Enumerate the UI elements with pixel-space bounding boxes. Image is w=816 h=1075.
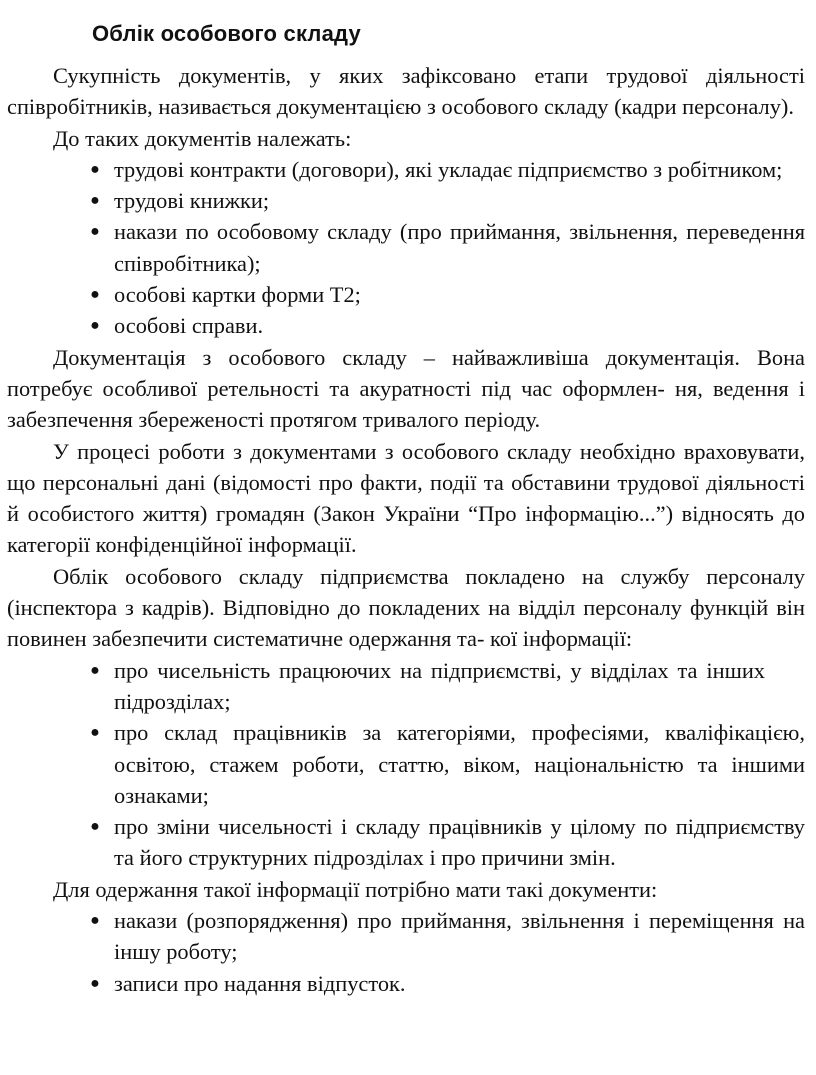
bullet-icon: ● bbox=[90, 818, 100, 836]
list-item-text: трудові книжки; bbox=[114, 188, 270, 214]
list-item bbox=[7, 310, 805, 341]
list-item bbox=[7, 905, 805, 968]
paragraph-confidentiality: У процесі роботи з документами з особового складу необхідно враховувати, що персональні дані (відомості про факти, події та обставини трудової діяльності й особистого життя) громадян (Закон України “Про інформацію...”) відносять до категорії конфіденційної інформації. bbox=[7, 438, 805, 558]
list-item bbox=[7, 655, 805, 718]
list-item-text: записи про надання відпусток. bbox=[114, 970, 406, 996]
bullet-icon: ● bbox=[90, 661, 100, 679]
bullet-icon: ● bbox=[90, 912, 100, 930]
bullet-icon: ● bbox=[90, 317, 100, 335]
list-personnel-documents bbox=[7, 154, 805, 342]
list-item-text: особові справи. bbox=[114, 313, 264, 339]
paragraph-documents-intro: До таких документів належать: bbox=[53, 125, 352, 151]
list-item-text: накази по особовому складу (про приймання, звільнення, переведення співробітника); bbox=[114, 219, 805, 276]
document-body bbox=[7, 60, 805, 999]
paragraph-hr-service: Облік особового складу підприємства покладено на службу персоналу (інспектора з кадрів). Відповідно до покладених на відділ персоналу функцій він повинен забезпечити систематичне одержання та- кої інформації: bbox=[7, 563, 805, 652]
list-information-types bbox=[7, 655, 805, 718]
list-item-text: трудові контракти (договори), які укладає підприємство з робітником; bbox=[114, 156, 783, 182]
list-item bbox=[7, 968, 805, 999]
paragraph-definition: Сукупність документів, у яких зафіксовано етапи трудової діяльності співробітників, називається документацією з особового складу (кадри персоналу). bbox=[7, 63, 805, 120]
list-item-text: накази (розпорядження) про приймання, звільнення і переміщення на іншу роботу; bbox=[114, 908, 805, 965]
list-item-text: особові картки форми Т2; bbox=[114, 282, 361, 308]
list-item bbox=[7, 717, 805, 811]
paragraph-importance: Документація з особового складу – найважливіша документація. Вона потребує особливої ретельності та акуратності під час оформлен- ня, ведення і забезпечення збереженості протягом тривалого періоду. bbox=[7, 344, 805, 433]
list-item bbox=[7, 279, 805, 310]
list-item bbox=[7, 185, 805, 216]
list-item-text: про зміни чисельності і складу працівників у цілому по підприємству та його структурних підрозділах і про причини змін. bbox=[114, 814, 805, 871]
bullet-icon: ● bbox=[90, 223, 100, 241]
list-item-text: про чисельність працюючих на підприємстві, у відділах та інших підрозділах; bbox=[114, 657, 765, 714]
bullet-icon: ● bbox=[90, 160, 100, 178]
paragraph-required-documents: Для одержання такої інформації потрібно мати такі документи: bbox=[53, 876, 658, 902]
list-item-text: про склад працівників за категоріями, професіями, кваліфікацією, освітою, стажем роботи, статтю, віком, національністю та іншими ознаками; bbox=[114, 720, 805, 808]
bullet-icon: ● bbox=[90, 724, 100, 742]
bullet-icon: ● bbox=[90, 192, 100, 210]
list-item bbox=[7, 216, 805, 279]
list-required-documents bbox=[7, 905, 805, 999]
page-title: Облік особового складу bbox=[92, 21, 361, 46]
list-information-types-continued bbox=[7, 717, 805, 873]
list-item bbox=[7, 154, 805, 185]
bullet-icon: ● bbox=[90, 286, 100, 304]
list-item bbox=[7, 811, 805, 874]
bullet-icon: ● bbox=[90, 974, 100, 992]
